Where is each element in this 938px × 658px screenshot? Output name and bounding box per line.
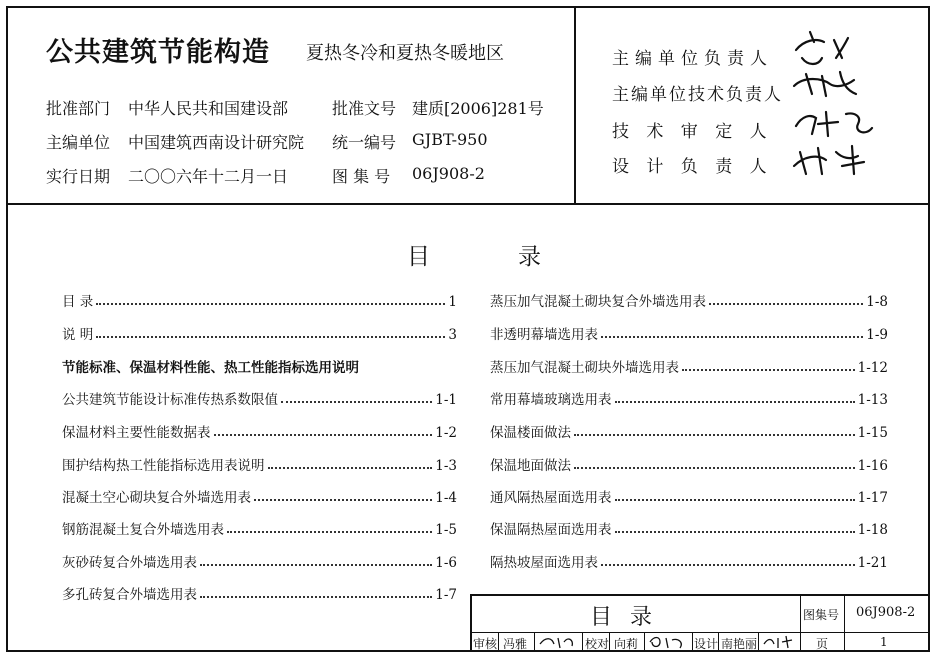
toc-entry-label: 蒸压加气混凝土砌块外墙选用表	[490, 360, 679, 376]
toc-entry[interactable]	[62, 321, 457, 343]
toc-entry-page: 1-3	[435, 458, 457, 474]
toc-entry-page: 1-8	[866, 294, 888, 310]
title-block-divider	[534, 632, 535, 652]
toc-entry-label: 隔热坡屋面选用表	[490, 555, 598, 571]
toc-leader-dots	[601, 564, 855, 566]
toc-leader-dots	[682, 369, 855, 371]
title-block-divider	[800, 594, 801, 652]
title-block-title: 目录	[590, 605, 671, 630]
toc-entry[interactable]	[62, 516, 457, 538]
responsible-review: 技 术 审 定 人	[612, 122, 773, 142]
toc-entry[interactable]	[62, 288, 457, 310]
designer-label: 设计	[694, 637, 719, 651]
toc-entry[interactable]	[490, 386, 888, 408]
toc-entry-label: 保温隔热屋面选用表	[490, 522, 612, 538]
toc-leader-dots	[574, 467, 855, 469]
toc-leader-dots	[281, 401, 432, 403]
info-label-effective-date: 实行日期	[46, 167, 111, 186]
checker-label: 校对	[585, 637, 610, 651]
info-value-atlas-no: 06J908-2	[412, 164, 485, 183]
toc-entry[interactable]	[62, 484, 457, 506]
reviewer-signature	[538, 634, 578, 650]
toc-entry[interactable]	[490, 484, 888, 506]
info-label-approval-no: 批准文号	[332, 99, 397, 118]
atlas-number-value: 06J908-2	[856, 605, 916, 620]
title-block-divider	[498, 632, 499, 652]
reviewer-name: 冯雅	[503, 637, 528, 651]
toc-entry-label: 公共建筑节能设计标准传热系数限值	[62, 392, 278, 408]
toc-entry[interactable]	[490, 354, 888, 376]
info-value-unified-no: GJBT-950	[412, 130, 488, 149]
toc-entry-page: 1-17	[857, 490, 888, 506]
toc-leader-dots	[214, 434, 433, 436]
toc-section-heading: 节能标准、保温材料性能、热工性能指标选用说明	[62, 360, 359, 376]
toc-entry-label: 保温材料主要性能数据表	[62, 425, 211, 441]
toc-leader-dots	[268, 467, 433, 469]
header-divider	[6, 203, 930, 205]
toc-entry-label: 说 明	[62, 327, 94, 343]
toc-entry-label: 灰砂砖复合外墙选用表	[62, 555, 197, 571]
toc-entry-page: 1-21	[857, 555, 888, 571]
toc-entry-page: 1-12	[857, 360, 888, 376]
toc-entry-label: 蒸压加气混凝土砌块复合外墙选用表	[490, 294, 706, 310]
toc-leader-dots	[96, 336, 445, 338]
toc-entry[interactable]	[490, 516, 888, 538]
info-value-editor-unit: 中国建筑西南设计研究院	[128, 133, 305, 152]
toc-entry-page: 1-5	[435, 522, 457, 538]
title-block-divider	[718, 632, 719, 652]
toc-leader-dots	[615, 531, 855, 533]
toc-entry[interactable]	[490, 419, 888, 441]
toc-entry-label: 多孔砖复合外墙选用表	[62, 587, 197, 603]
title-block	[470, 594, 930, 652]
checker-signature	[648, 634, 688, 650]
designer-name: 南艳丽	[721, 637, 758, 651]
info-label-atlas-no: 图 集 号	[332, 167, 391, 186]
info-value-effective-date: 二〇〇六年十二月一日	[128, 167, 289, 186]
page-number: 1	[880, 635, 888, 649]
header-vertical-divider	[574, 6, 576, 205]
toc-leader-dots	[615, 401, 855, 403]
info-label-editor-unit: 主编单位	[46, 133, 111, 152]
toc-entry-page: 1-4	[435, 490, 457, 506]
toc-entry-label: 保温楼面做法	[490, 425, 571, 441]
toc-leader-dots	[601, 336, 863, 338]
toc-entry-page: 1-1	[435, 392, 457, 408]
toc-entry-page: 1-9	[866, 327, 888, 343]
title-block-divider	[844, 594, 845, 652]
toc-entry-label: 混凝土空心砌块复合外墙选用表	[62, 490, 251, 506]
reviewer-label: 审核	[473, 637, 498, 651]
responsible-design: 设 计 负 责 人	[612, 157, 773, 177]
toc-entry-page: 1-7	[435, 587, 457, 603]
atlas-number-label: 图集号	[803, 608, 840, 622]
toc-entry[interactable]	[62, 549, 457, 571]
toc-leader-dots	[96, 303, 445, 305]
handwritten-signatures	[782, 28, 892, 178]
toc-leader-dots	[254, 499, 432, 501]
toc-leader-dots	[574, 434, 855, 436]
info-label-approval-dept: 批准部门	[46, 99, 111, 118]
toc-entry[interactable]	[62, 452, 457, 474]
toc-leader-dots	[200, 596, 432, 598]
document-subtitle: 夏热冬冷和夏热冬暖地区	[306, 43, 504, 64]
checker-name: 向莉	[614, 637, 639, 651]
title-block-divider	[644, 632, 645, 652]
toc-entry-page: 3	[448, 327, 457, 343]
toc-entry[interactable]	[490, 321, 888, 343]
toc-entry-page: 1	[448, 294, 457, 310]
responsible-technical: 主编单位技术负责人	[612, 85, 783, 105]
toc-entry[interactable]	[62, 581, 457, 603]
toc-heading-char-2: 录	[518, 244, 541, 270]
toc-entry[interactable]	[490, 452, 888, 474]
toc-entry-label: 通风隔热屋面选用表	[490, 490, 612, 506]
title-block-divider	[692, 632, 693, 652]
info-value-approval-dept: 中华人民共和国建设部	[128, 99, 289, 118]
title-block-divider	[758, 632, 759, 652]
document-title: 公共建筑节能构造	[46, 37, 270, 68]
designer-signature	[762, 634, 798, 650]
toc-leader-dots	[200, 564, 432, 566]
toc-entry-page: 1-13	[857, 392, 888, 408]
toc-entry[interactable]	[62, 419, 457, 441]
toc-entry[interactable]	[490, 549, 888, 571]
toc-entry-label: 保温地面做法	[490, 458, 571, 474]
toc-entry-label: 围护结构热工性能指标选用表说明	[62, 458, 265, 474]
toc-entry-page: 1-16	[857, 458, 888, 474]
title-block-divider	[582, 632, 583, 652]
toc-entry-label: 非透明幕墙选用表	[490, 327, 598, 343]
toc-entry-page: 1-15	[857, 425, 888, 441]
toc-entry-page: 1-6	[435, 555, 457, 571]
toc-entry-label: 钢筋混凝土复合外墙选用表	[62, 522, 224, 538]
toc-leader-dots	[615, 499, 855, 501]
toc-entry-page: 1-2	[435, 425, 457, 441]
toc-leader-dots	[709, 303, 863, 305]
info-label-unified-no: 统一编号	[332, 133, 397, 152]
toc-entry-label: 目 录	[62, 294, 94, 310]
toc-entry[interactable]	[490, 288, 888, 310]
toc-entry-page: 1-18	[857, 522, 888, 538]
toc-leader-dots	[227, 531, 432, 533]
toc-entry-label: 常用幕墙玻璃选用表	[490, 392, 612, 408]
toc-heading-char-1: 目	[407, 244, 430, 270]
responsible-editor-unit: 主编单位负责人	[612, 49, 773, 69]
info-value-approval-no: 建质[2006]281号	[412, 99, 544, 118]
page-label: 页	[816, 637, 829, 651]
title-block-divider	[609, 632, 610, 652]
toc-entry[interactable]	[62, 386, 457, 408]
